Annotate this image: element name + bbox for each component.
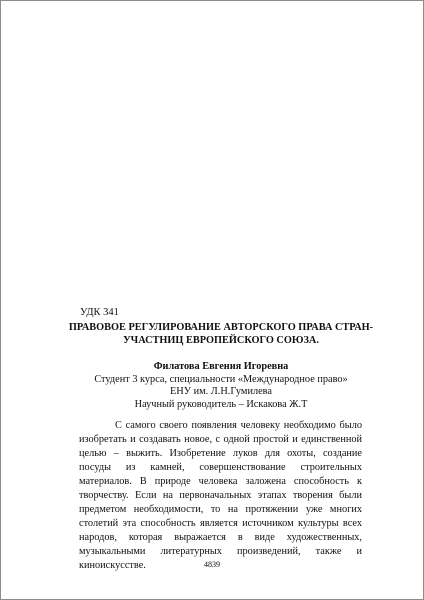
author-affiliation-line-1: Студент 3 курса, специальности «Международное право» bbox=[94, 373, 348, 385]
body-paragraph: С самого своего появления человеку необходимо было изобретать и создавать новое, с одной простой и единственной целью – выжить. Изобретение луков для охоты, создание посуды из камней, совершенствование строительных материалов. В природе человека заложена способность к творчеству. Если на первоначальных этапах творения были предметом необходимости, то на протяжении уже многих столетий эта способность является источником культуры всех народов, которая выражается в виде художественных, музыкальными литературных произведений, также и киноискусстве. bbox=[79, 420, 362, 572]
article-title-line-1: ПРАВОВОЕ РЕГУЛИРОВАНИЕ АВТОРСКОГО ПРАВА СТРАН- bbox=[68, 322, 374, 333]
author-block bbox=[61, 361, 381, 411]
udk-code: УДК 341 bbox=[80, 307, 119, 318]
supervisor-line: Научный руководитель – Искакова Ж.Т bbox=[134, 398, 308, 410]
article-title-line-2: УЧАСТНИЦ ЕВРОПЕЙСКОГО СОЮЗА. bbox=[123, 335, 319, 346]
author-affiliation-line-2: ЕНУ им. Л.Н.Гумилева bbox=[170, 386, 272, 397]
article-title bbox=[61, 321, 381, 347]
author-name: Филатова Евгения Игоревна bbox=[153, 361, 289, 372]
page-number: 4839 bbox=[204, 560, 220, 569]
